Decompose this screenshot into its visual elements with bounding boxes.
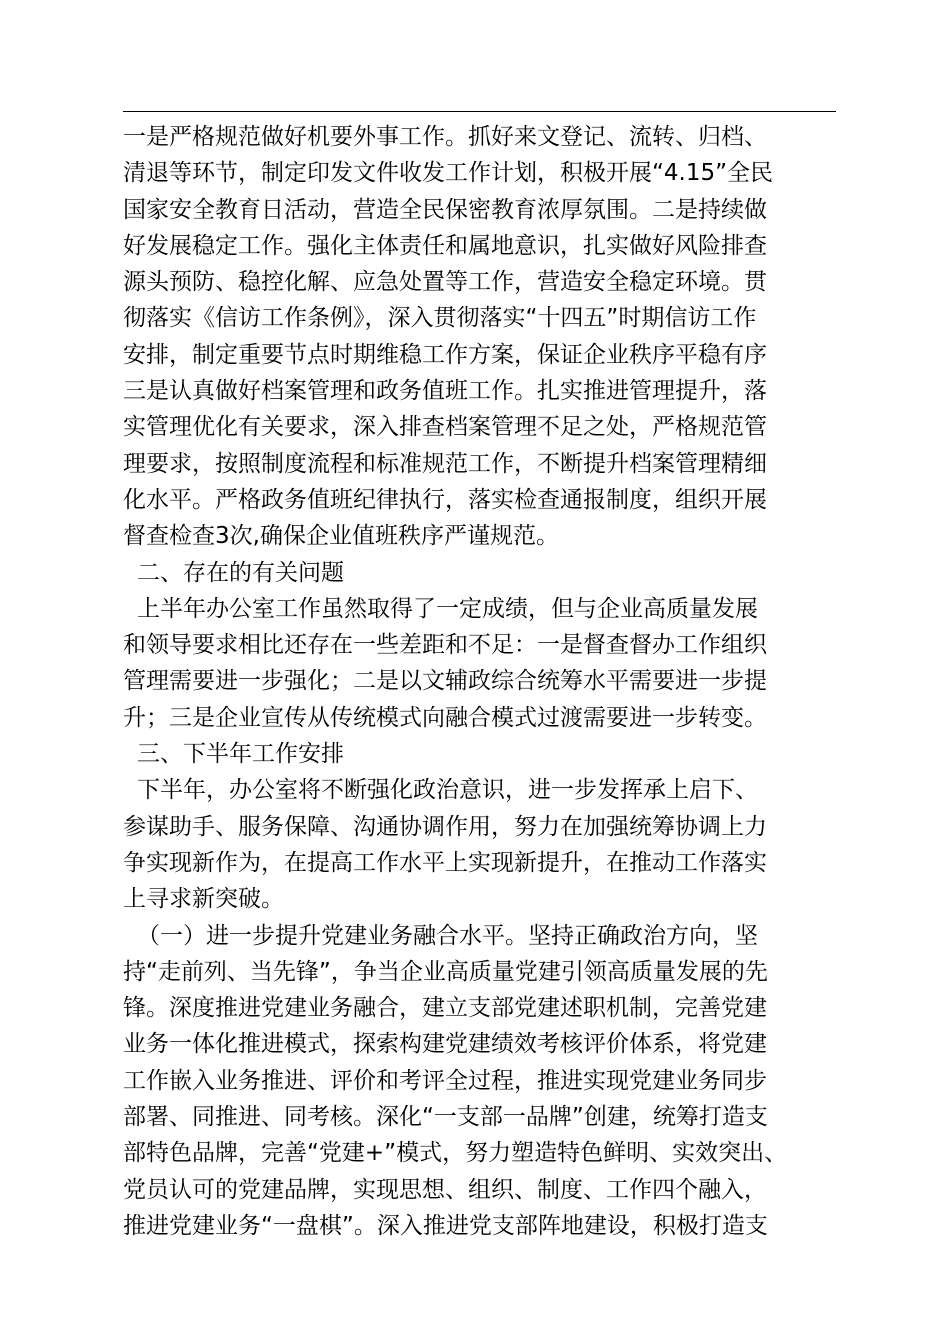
body-line: 化水平。严格政务值班纪律执行，落实检查通报制度，组织开展 — [123, 486, 767, 513]
body-line: 持“走前列、当先锋”，争当企业高质量党建引领高质量发展的先 — [123, 958, 768, 985]
body-line: 和领导要求相比还存在一些差距和不足：一是督查督办工作组织 — [123, 632, 767, 659]
document-body — [123, 119, 848, 1244]
section-heading: 二、存在的有关问题 — [137, 559, 344, 586]
paragraph-start-line: 下半年，办公室将不断强化政治意识，进一步发挥承上启下、 — [137, 777, 758, 804]
body-line: 实管理优化有关要求，深入排查档案管理不足之处，严格规范管 — [123, 414, 767, 441]
body-line: 推进党建业务“一盘棋”。深入推进党支部阵地建设，积极打造支 — [123, 1212, 768, 1239]
body-line: 部署、同推进、同考核。深化“一支部一品牌”创建，统筹打造支 — [123, 1104, 768, 1131]
body-line: 一是严格规范做好机要外事工作。抓好来文登记、流转、归档、 — [123, 124, 767, 150]
body-line: 好发展稳定工作。强化主体责任和属地意识，扎实做好风险排查 — [123, 232, 767, 259]
paragraph-start-line: 上半年办公室工作虽然取得了一定成绩，但与企业高质量发展 — [137, 595, 758, 622]
body-line: 督查检查3次,确保企业值班秩序严谨规范。 — [123, 523, 559, 550]
body-line: 部特色品牌，完善“党建+”模式，努力塑造特色鲜明、实效突出、 — [123, 1140, 788, 1167]
body-line: 源头预防、稳控化解、应急处置等工作，营造安全稳定环境。贯 — [123, 269, 767, 296]
header-rule — [123, 111, 836, 112]
body-line: 上寻求新突破。 — [123, 886, 284, 913]
body-line: 参谋助手、服务保障、沟通协调作用，努力在加强统筹协调上力 — [123, 813, 767, 840]
body-line: 争实现新作为，在提高工作水平上实现新提升，在推动工作落实 — [123, 849, 767, 876]
body-line: 锋。深度推进党建业务融合，建立支部党建述职机制，完善党建 — [123, 995, 767, 1022]
body-line: 管理需要进一步强化；二是以文辅政综合统筹水平需要进一步提 — [123, 668, 767, 695]
body-line: 清退等环节，制定印发文件收发工作计划，积极开展“4.15”全民 — [123, 160, 774, 187]
body-line: 国家安全教育日活动，营造全民保密教育浓厚氛围。二是持续做 — [123, 196, 767, 223]
body-line: 三是认真做好档案管理和政务值班工作。扎实推进管理提升，落 — [123, 378, 767, 405]
section-heading: 三、下半年工作安排 — [137, 741, 344, 768]
body-line: 业务一体化推进模式，探索构建党建绩效考核评价体系，将党建 — [123, 1031, 767, 1058]
body-line: 工作嵌入业务推进、评价和考评全过程，推进实现党建业务同步 — [123, 1067, 767, 1094]
body-line: 彻落实《信访工作条例》，深入贯彻落实“十四五”时期信访工作 — [123, 305, 757, 332]
body-line: 安排，制定重要节点时期维稳工作方案，保证企业秩序平稳有序 — [123, 341, 767, 368]
body-line: 理要求，按照制度流程和标准规范工作，不断提升档案管理精细 — [123, 450, 767, 477]
body-line: 升；三是企业宣传从传统模式向融合模式过渡需要进一步转变。 — [123, 704, 767, 731]
subsection-heading-line: （一）进一步提升党建业务融合水平。坚持正确政治方向，坚 — [137, 922, 758, 949]
body-line: 党员认可的党建品牌，实现思想、组织、制度、工作四个融入， — [123, 1176, 767, 1203]
